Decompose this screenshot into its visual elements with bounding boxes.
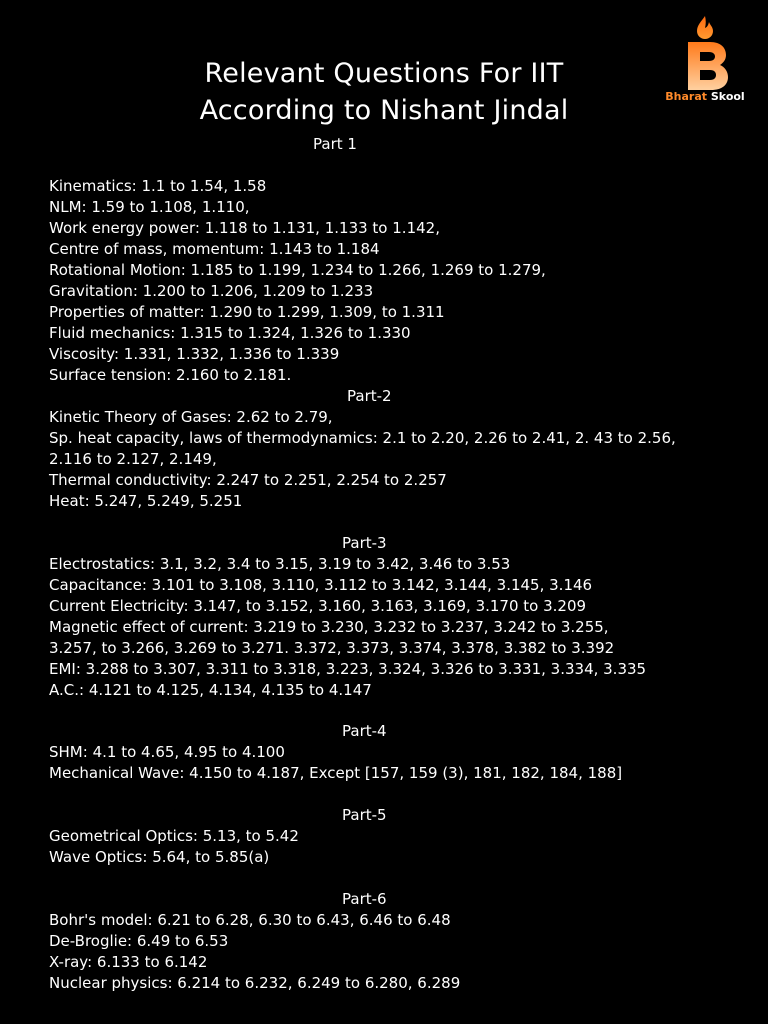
part-5-line: Wave Optics: 5.64, to 5.85(a) xyxy=(49,848,270,866)
part-2-line: Heat: 5.247, 5.249, 5.251 xyxy=(49,492,243,510)
flame-icon xyxy=(697,16,713,39)
part-3-line: Electrostatics: 3.1, 3.2, 3.4 to 3.15, 3.19 to 3.42, 3.46 to 3.53 xyxy=(49,555,511,573)
part-3-line: Magnetic effect of current: 3.219 to 3.230, 3.232 to 3.237, 3.242 to 3.255, xyxy=(49,618,609,636)
part-3-line: 3.257, to 3.266, 3.269 to 3.271. 3.372, 3.373, 3.374, 3.378, 3.382 to 3.392 xyxy=(49,639,615,657)
part-2-line: Thermal conductivity: 2.247 to 2.251, 2.254 to 2.257 xyxy=(49,471,447,489)
part-1-line: Fluid mechanics: 1.315 to 1.324, 1.326 to 1.330 xyxy=(49,324,411,342)
part-5-line: Geometrical Optics: 5.13, to 5.42 xyxy=(49,827,299,845)
logo-word-bharat: Bharat xyxy=(665,90,708,103)
bharat-skool-logo xyxy=(660,14,750,109)
letter-b-shape xyxy=(688,42,728,90)
part-1-line: Viscosity: 1.331, 1.332, 1.336 to 1.339 xyxy=(49,345,340,363)
page-title-line-2: According to Nishant Jindal xyxy=(199,95,569,126)
part-1-line: Properties of matter: 1.290 to 1.299, 1.309, to 1.311 xyxy=(49,303,445,321)
part-1-line: Gravitation: 1.200 to 1.206, 1.209 to 1.233 xyxy=(49,282,374,300)
part-1-heading: Part 1 xyxy=(313,135,357,153)
part-3-line: A.C.: 4.121 to 4.125, 4.134, 4.135 to 4.147 xyxy=(49,681,372,699)
part-1-line: Surface tension: 2.160 to 2.181. xyxy=(49,366,292,384)
logo-b-icon xyxy=(660,14,750,92)
part-6-line: Bohr's model: 6.21 to 6.28, 6.30 to 6.43, 6.46 to 6.48 xyxy=(49,911,451,929)
page-title-line-1: Relevant Questions For IIT xyxy=(204,58,564,89)
part-1-line: Kinematics: 1.1 to 1.54, 1.58 xyxy=(49,177,267,195)
part-1-line: Centre of mass, momentum: 1.143 to 1.184 xyxy=(49,240,380,258)
part-6-line: Nuclear physics: 6.214 to 6.232, 6.249 to 6.280, 6.289 xyxy=(49,974,461,992)
part-4-line: Mechanical Wave: 4.150 to 4.187, Except [157, 159 (3), 181, 182, 184, 188] xyxy=(49,764,623,782)
part-4-heading: Part-4 xyxy=(342,722,387,740)
part-2-heading: Part-2 xyxy=(347,387,392,405)
part-6-line: De-Broglie: 6.49 to 6.53 xyxy=(49,932,229,950)
part-6-heading: Part-6 xyxy=(342,890,387,908)
part-3-line: Current Electricity: 3.147, to 3.152, 3.160, 3.163, 3.169, 3.170 to 3.209 xyxy=(49,597,587,615)
part-5-heading: Part-5 xyxy=(342,806,387,824)
part-4-line: SHM: 4.1 to 4.65, 4.95 to 4.100 xyxy=(49,743,285,761)
part-3-heading: Part-3 xyxy=(342,534,387,552)
logo-wordmark xyxy=(660,90,750,103)
part-6-line: X-ray: 6.133 to 6.142 xyxy=(49,953,208,971)
part-1-line: NLM: 1.59 to 1.108, 1.110, xyxy=(49,198,250,216)
part-2-line: 2.116 to 2.127, 2.149, xyxy=(49,450,217,468)
part-3-line: EMI: 3.288 to 3.307, 3.311 to 3.318, 3.223, 3.324, 3.326 to 3.331, 3.334, 3.335 xyxy=(49,660,647,678)
part-1-line: Rotational Motion: 1.185 to 1.199, 1.234 to 1.266, 1.269 to 1.279, xyxy=(49,261,546,279)
part-3-line: Capacitance: 3.101 to 3.108, 3.110, 3.112 to 3.142, 3.144, 3.145, 3.146 xyxy=(49,576,593,594)
part-2-line: Kinetic Theory of Gases: 2.62 to 2.79, xyxy=(49,408,333,426)
logo-word-skool: Skool xyxy=(710,90,745,103)
part-2-line: Sp. heat capacity, laws of thermodynamics: 2.1 to 2.20, 2.26 to 2.41, 2. 43 to 2.56, xyxy=(49,429,676,447)
part-1-line: Work energy power: 1.118 to 1.131, 1.133 to 1.142, xyxy=(49,219,440,237)
